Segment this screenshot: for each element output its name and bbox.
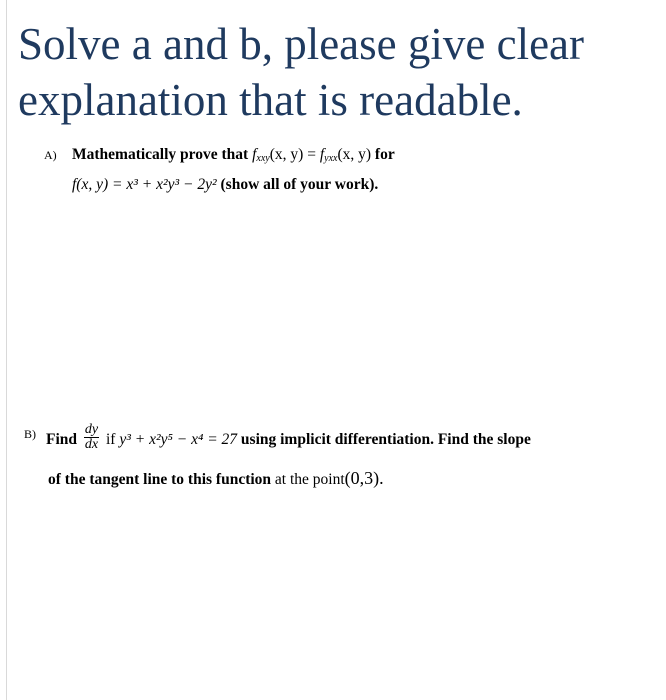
page-title (18, 16, 658, 128)
question-b-method: using implicit differentiation. (240, 431, 434, 449)
question-b-marker: B) (24, 427, 36, 442)
question-a-intro: Mathematically prove that (72, 146, 249, 163)
question-b-line-1 (24, 422, 531, 455)
question-a-function: f(x, y) = x³ + x²y³ − 2y² (72, 176, 217, 193)
title-line-2: explanation that is readable. (18, 75, 523, 125)
question-b-line2-bold: of the tangent line to this function (48, 471, 272, 488)
question-b-line-2 (48, 468, 384, 489)
question-a-line-1 (44, 146, 395, 164)
question-a-lhs-args: (x, y) (269, 146, 304, 163)
question-a-equals: = (303, 146, 320, 163)
question-a-rhs-f: f (319, 146, 325, 163)
question-a-lhs-sub: xxy (256, 153, 270, 164)
question-a-line-2 (72, 176, 378, 194)
question-b-line2-plain: at the point (274, 471, 345, 488)
left-divider (6, 0, 7, 700)
derivative-fraction (84, 423, 99, 452)
title-line-1: Solve a and b, please give clear (18, 19, 585, 69)
question-a-rhs-args: (x, y) (337, 146, 372, 163)
question-b-equation: y³ + x²y⁵ − x⁴ = 27 (119, 431, 238, 449)
question-a-for: for (371, 146, 395, 163)
question-a-marker: A) (44, 148, 57, 162)
question-b-find: Find (46, 431, 78, 449)
derivative-denominator: dx (84, 437, 99, 452)
question-b-point: (0,3). (344, 468, 384, 488)
question-b-find-slope: Find the slope (437, 431, 531, 449)
question-a-instruction: (show all of your work). (220, 176, 379, 193)
question-b-if: if (105, 431, 116, 449)
derivative-numerator: dy (84, 422, 99, 437)
question-a-lhs-f: f (252, 146, 257, 163)
question-a-rhs-sub: yxx (324, 153, 338, 164)
